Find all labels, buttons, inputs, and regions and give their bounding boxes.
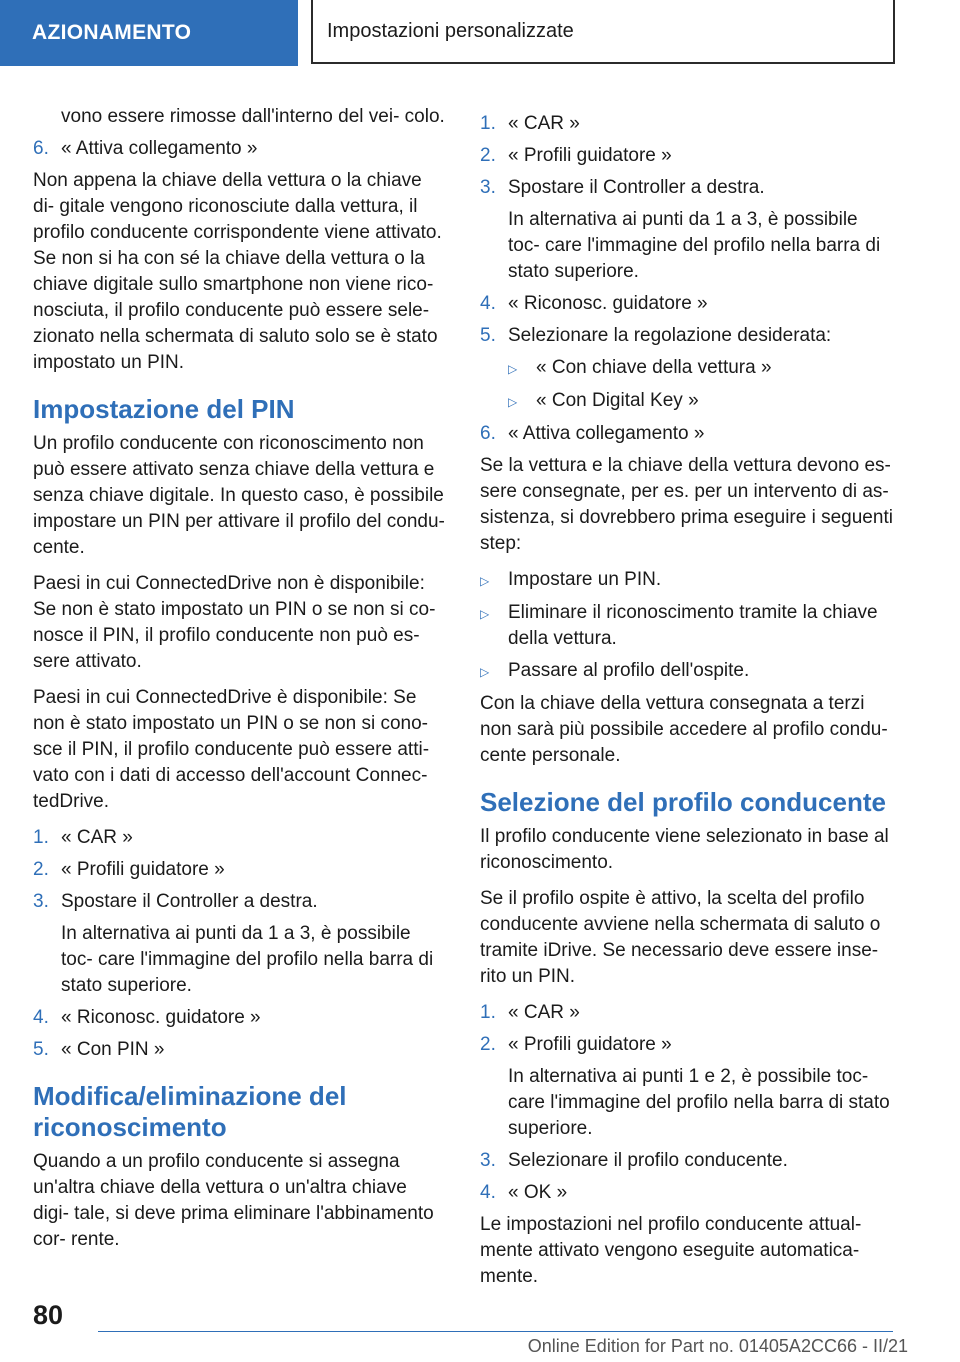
section-heading: Impostazione del PIN (33, 394, 295, 424)
list-number: 2. (33, 859, 49, 880)
list-number: 4. (480, 1182, 496, 1203)
list-number: 2. (480, 1034, 496, 1055)
paragraph: Il profilo conducente viene selezionato in base al riconoscimento. (480, 826, 889, 873)
bullet-text: Passare al profilo dell'ospite. (508, 660, 750, 681)
footer-edition: Online Edition for Part no. 01405A2CC66 - II/21 (527, 1336, 908, 1356)
list-number: 3. (480, 177, 496, 198)
list-text: « Profili guidatore » (508, 145, 672, 166)
list-text: Spostare il Controller a destra. (508, 177, 765, 198)
list-item (480, 323, 894, 349)
list-text: « Attiva collegamento » (61, 138, 258, 159)
list-item (480, 111, 894, 137)
list-item (480, 1032, 894, 1058)
list-number: 1. (33, 827, 49, 848)
list-text: « Profili guidatore » (508, 1034, 672, 1055)
list-text: Selezionare il profilo conducente. (508, 1150, 788, 1171)
paragraph: Se la vettura e la chiave della vettura devono es- sere consegnate, per es. per un intervento di as- sistenza, si dovrebbero prima eseguire i seguenti step: (480, 455, 893, 554)
bullet-text: Impostare un PIN. (508, 569, 662, 590)
list-number: 4. (480, 293, 496, 314)
list-item (33, 1005, 447, 1031)
list-number: 5. (33, 1039, 49, 1060)
list-text: « Riconosc. guidatore » (508, 293, 708, 314)
list-continuation: In alternativa ai punti da 1 a 3, è possibile toc- care l'immagine del profilo nella barra di stato superiore. (508, 209, 881, 282)
bullet-text: « Con chiave della vettura » (536, 357, 772, 378)
list-number: 4. (33, 1007, 49, 1028)
right-column (480, 111, 894, 1300)
list-text: Spostare il Controller a destra. (61, 891, 318, 912)
triangle-bullet-icon: ▷ (480, 574, 490, 588)
list-text: « CAR » (61, 827, 133, 848)
left-column (33, 104, 447, 1263)
list-text: Selezionare la regolazione desiderata: (508, 325, 832, 346)
triangle-bullet-icon: ▷ (508, 395, 518, 409)
list-item (33, 889, 447, 915)
triangle-bullet-icon: ▷ (480, 607, 490, 621)
list-number: 3. (33, 891, 49, 912)
list-text: « Attiva collegamento » (508, 423, 705, 444)
list-item (480, 421, 894, 447)
list-item (480, 143, 894, 169)
list-text: « Riconosc. guidatore » (61, 1007, 261, 1028)
list-item (480, 291, 894, 317)
list-continuation: In alternativa ai punti da 1 a 3, è possibile toc- care l'immagine del profilo nella barra di stato superiore. (61, 923, 434, 996)
page-title: Impostazioni personalizzate (311, 0, 895, 64)
list-item (480, 1180, 894, 1206)
list-continuation: In alternativa ai punti 1 e 2, è possibile toc- care l'immagine del profilo nella barra di stato superiore. (508, 1066, 890, 1139)
bullet-item (480, 600, 894, 652)
footer-divider (98, 1331, 893, 1332)
paragraph: Con la chiave della vettura consegnata a terzi non sarà più possibile accedere al profilo condu- cente personale. (480, 693, 888, 766)
section-heading: Modifica/eliminazione del riconoscimento (33, 1081, 347, 1142)
sub-bullet (508, 355, 894, 382)
list-text: « Profili guidatore » (61, 859, 225, 880)
list-text: « Con PIN » (61, 1039, 165, 1060)
list-number: 6. (480, 423, 496, 444)
bullet-text: Eliminare il riconoscimento tramite la chiave della vettura. (508, 602, 878, 649)
list-item (480, 1000, 894, 1026)
paragraph: Le impostazioni nel profilo conducente attual- mente attivato vengono eseguite automatica- mente. (480, 1214, 862, 1287)
list-text: « CAR » (508, 113, 580, 134)
paragraph: Paesi in cui ConnectedDrive non è disponibile: Se non è stato impostato un PIN o se non si co- nosce il PIN, il profilo conducente non può es- sere attivato. (33, 573, 436, 672)
list-number: 2. (480, 145, 496, 166)
paragraph: Se il profilo ospite è attivo, la scelta del profilo conducente avviene nella schermata di saluto o tramite iDrive. Se necessario deve essere inse- rito un PIN. (480, 888, 881, 987)
paragraph: Quando a un profilo conducente si assegna un'altra chiave della vettura o un'altra chiave digi- tale, si deve prima eliminare l'abbinamento cor- rente. (33, 1151, 434, 1250)
bullet-item (480, 567, 894, 594)
sub-bullet (508, 388, 894, 415)
list-number: 3. (480, 1150, 496, 1171)
list-item (33, 857, 447, 883)
continued-text: vono essere rimosse dall'interno del vei- colo. (61, 106, 445, 127)
bullet-item (480, 658, 894, 685)
paragraph: Paesi in cui ConnectedDrive è disponibile: Se non è stato impostato un PIN o se non si cono- sce il PIN, il profilo conducente può essere atti- vato con i dati di accesso dell'account Connec- tedDrive. (33, 687, 430, 812)
list-number: 1. (480, 113, 496, 134)
list-number: 1. (480, 1002, 496, 1023)
list-item (480, 175, 894, 201)
triangle-bullet-icon: ▷ (508, 362, 518, 376)
paragraph: Non appena la chiave della vettura o la chiave di- gitale vengono riconosciute dalla vettura, il profilo conducente corrispondente viene attivato. Se non si ha con sé la chiave della vettura o la chiave digitale sullo smartphone non viene rico- nosciuta, il profilo conducente può essere sele- zionato nella schermata di saluto solo se è stato impostato un PIN. (33, 170, 442, 373)
page-number: 80 (33, 1300, 64, 1330)
list-item (33, 825, 447, 851)
list-item (33, 136, 447, 162)
list-item (480, 1148, 894, 1174)
list-item (33, 1037, 447, 1063)
triangle-bullet-icon: ▷ (480, 665, 490, 679)
list-number: 5. (480, 325, 496, 346)
bullet-text: « Con Digital Key » (536, 390, 699, 411)
list-text: « OK » (508, 1182, 568, 1203)
list-text: « CAR » (508, 1002, 580, 1023)
paragraph: Un profilo conducente con riconoscimento non può essere attivato senza chiave della vettura e senza chiave digitale. In questo caso, è possibile impostare un PIN per attivare il profilo del condu- cente. (33, 433, 445, 558)
section-tab: AZIONAMENTO (0, 0, 298, 66)
section-heading: Selezione del profilo conducente (480, 787, 886, 817)
list-number: 6. (33, 138, 49, 159)
